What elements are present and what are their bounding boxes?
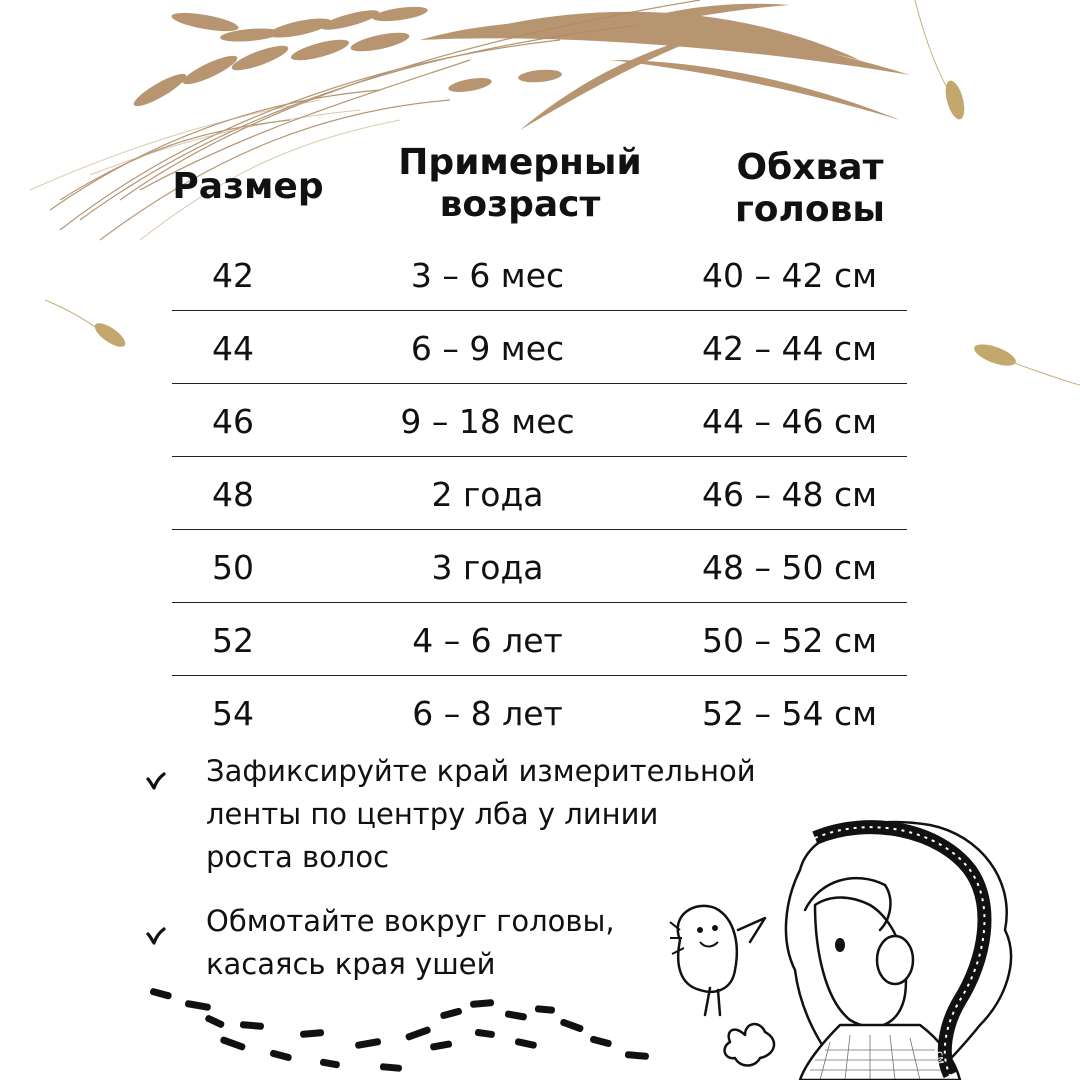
tape-mark-label: см <box>933 1050 947 1065</box>
seed-decoration <box>40 290 130 360</box>
header-age-line1: Примерный <box>398 142 642 183</box>
dashed-trail-decoration <box>0 960 700 1080</box>
cell-size: 46 <box>212 402 254 441</box>
cell-girth: 52 – 54 см <box>702 694 877 733</box>
checkmark-icon <box>146 927 166 945</box>
cell-age: 2 года <box>431 475 544 514</box>
cell-age: 9 – 18 мес <box>400 402 575 441</box>
cell-size: 44 <box>212 329 254 368</box>
cell-size: 50 <box>212 548 254 587</box>
cell-girth: 50 – 52 см <box>702 621 877 660</box>
cell-size: 54 <box>212 694 254 733</box>
header-size: Размер <box>172 166 324 207</box>
tip2-line2: касаясь края ушей <box>206 947 496 981</box>
tip1-line2: ленты по центру лба у линии <box>206 797 659 831</box>
header-girth-line2: головы <box>735 189 885 230</box>
tip2-line1: Обмотайте вокруг головы, <box>206 904 615 938</box>
child-measuring-illustration <box>640 810 1080 1080</box>
cell-age: 6 – 8 лет <box>412 694 563 733</box>
seed-decoration <box>965 335 1080 395</box>
cell-girth: 46 – 48 см <box>702 475 877 514</box>
table-row <box>172 238 907 311</box>
table-row <box>172 457 907 530</box>
table-row <box>172 676 907 748</box>
table-row <box>172 530 907 603</box>
cell-size: 48 <box>212 475 254 514</box>
cell-girth: 42 – 44 см <box>702 329 877 368</box>
header-age-line2: возраст <box>439 184 601 225</box>
header-head-girth <box>700 147 920 231</box>
header-approx-age <box>370 142 670 226</box>
seed-decoration <box>910 0 970 130</box>
cell-girth: 44 – 46 см <box>702 402 877 441</box>
header-girth-line1: Обхват <box>736 147 884 188</box>
cell-girth: 40 – 42 см <box>702 256 877 295</box>
cell-girth: 48 – 50 см <box>702 548 877 587</box>
cell-age: 3 – 6 мес <box>410 256 565 295</box>
tip1-line1: Зафиксируйте край измерительной <box>206 754 756 788</box>
cell-age: 6 – 9 мес <box>410 329 565 368</box>
tip1-line3: роста волос <box>206 840 390 874</box>
table-row <box>172 603 907 676</box>
cell-size: 52 <box>212 621 254 660</box>
cell-age: 3 года <box>431 548 544 587</box>
table-row <box>172 384 907 457</box>
checkmark-icon <box>146 772 166 790</box>
cell-size: 42 <box>212 256 254 295</box>
table-row <box>172 311 907 384</box>
size-table <box>172 238 907 748</box>
cell-age: 4 – 6 лет <box>412 621 563 660</box>
